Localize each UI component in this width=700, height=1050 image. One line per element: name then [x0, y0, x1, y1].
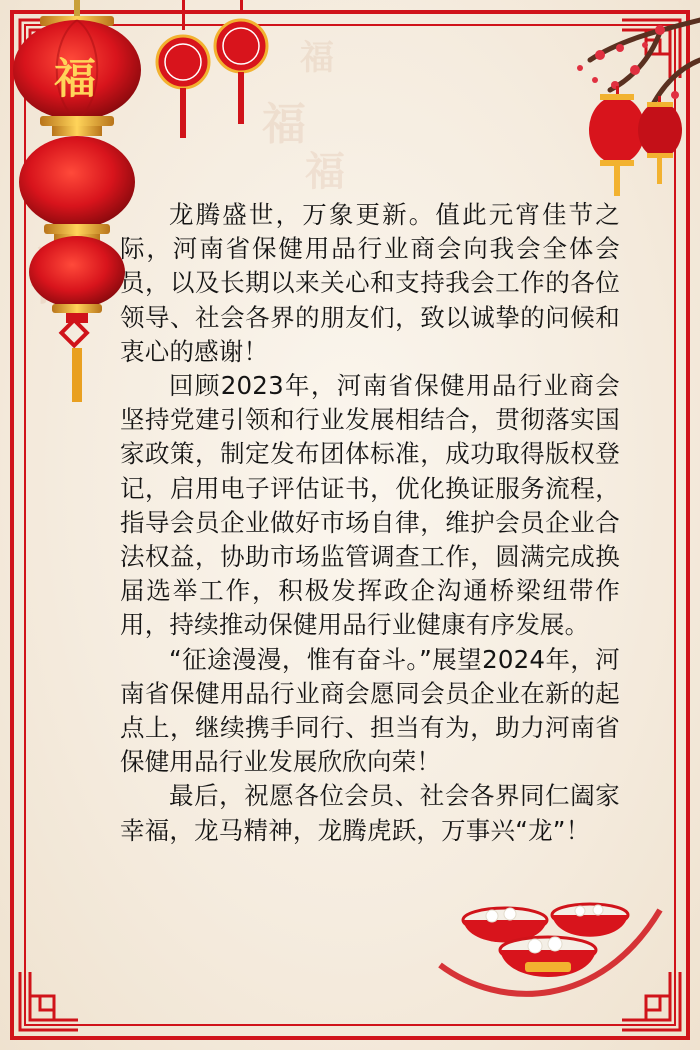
fu-watermark: 福: [300, 38, 334, 78]
letter-paragraph: “征途漫漫，惟有奋斗。”展望2024年，河南省保健用品行业商会愿同会员企业在新的起点上，继续携手同行、担当有为，助力河南省保健用品行业发展欣欣向荣！: [120, 644, 620, 777]
fu-lantern-label: 福: [54, 54, 97, 103]
plum-blossom-branch-icon: [460, 0, 700, 220]
fu-watermark: 福: [305, 148, 345, 195]
fu-watermark: 福: [262, 99, 306, 150]
lantern-icon: [155, 0, 285, 150]
letter-paragraph: 回顾2023年，河南省保健用品行业商会坚持党建引领和行业发展相结合，贯彻落实国家政策，制定发布团体标准，成功取得版权登记，启用电子评估证书，优化换证服务流程，指导会员企业做好市场自律，维护会员企业合法权益，协助市场监管调查工作，圆满完成换届选举工作，积极发挥政企沟通桥梁纽带作用，持续推动保健用品行业健康有序发展。: [120, 371, 620, 640]
greeting-letter: [120, 198, 620, 848]
corner-lattice-icon: [14, 966, 84, 1036]
letter-paragraph: 龙腾盛世，万象更新。值此元宵佳节之际，河南省保健用品行业商会向我会全体会员，以及长期以来关心和支持我会工作的各位领导、社会各界的朋友们，致以诚挚的问候和衷心的感谢！: [120, 200, 620, 366]
small-lantern-pair: [155, 0, 285, 150]
letter-paragraph: 最后，祝愿各位会员、社会各界同仁阖家幸福，龙马精神，龙腾虎跃，万事兴“龙”！: [120, 781, 620, 845]
tangyuan-bowl-icon: [420, 870, 670, 1020]
